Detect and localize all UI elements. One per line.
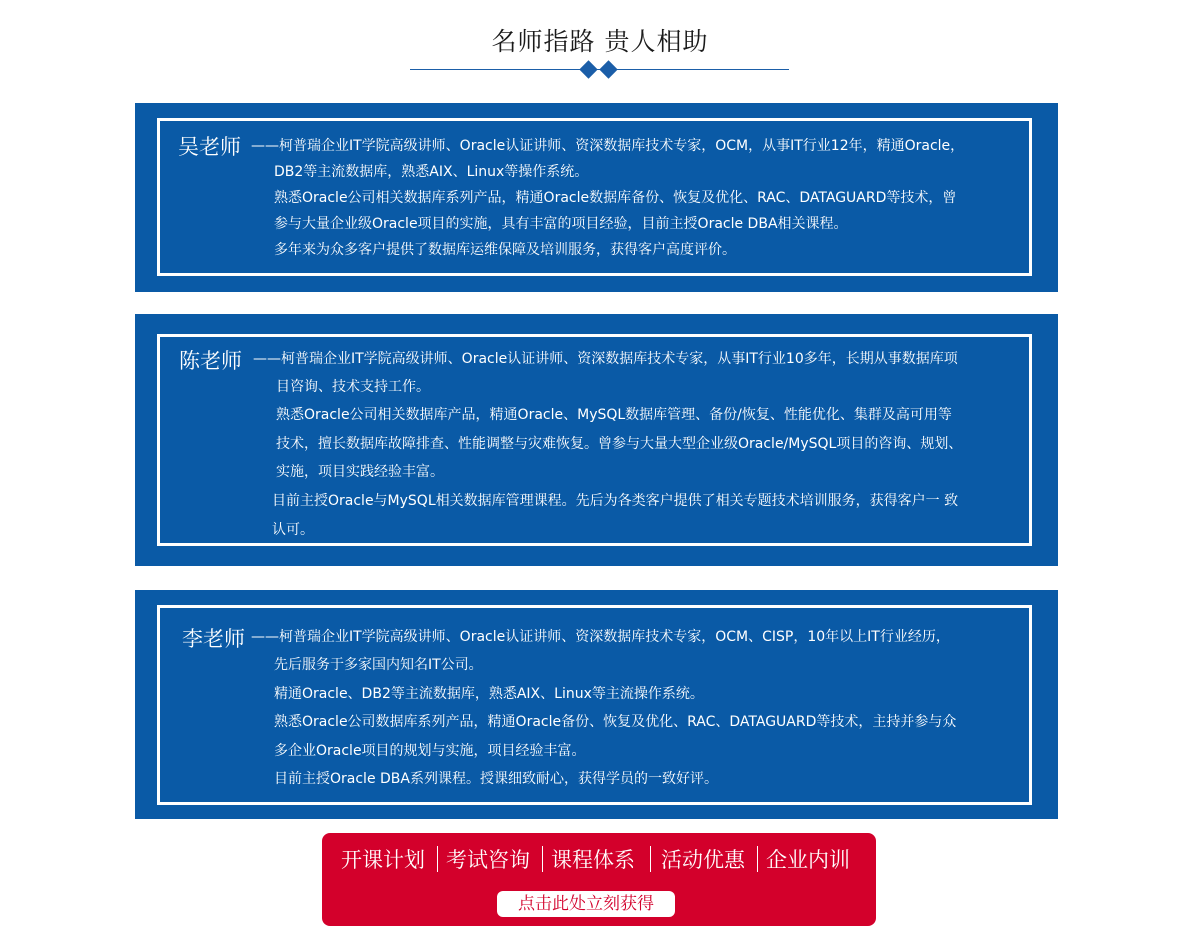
teacher-bio-line: ——柯普瑞企业IT学院高级讲师、Oracle认证讲师、资深数据库技术专家，OCM，从事IT行业12年，精通Oracle， bbox=[251, 138, 965, 154]
teacher-bio-line: 目前主授Oracle与MySQL相关数据库管理课程。先后为各类客户提供了相关专题技术培训服务，获得客户一 致 bbox=[272, 493, 959, 509]
teacher-bio-line: 先后服务于多家国内知名IT公司。 bbox=[274, 657, 483, 673]
cta-link-schedule[interactable]: 开课计划 bbox=[341, 848, 425, 872]
teacher-bio-line: 目前主授Oracle DBA系列课程。授课细致耐心，获得学员的一致好评。 bbox=[274, 771, 718, 787]
teacher-bio-line: ——柯普瑞企业IT学院高级讲师、Oracle认证讲师、资深数据库技术专家，OCM、CISP，10年以上IT行业经历， bbox=[251, 629, 950, 645]
page-title: 名师指路 贵人相助 bbox=[491, 27, 709, 56]
diamond-icon bbox=[579, 60, 597, 78]
teacher-card-li bbox=[135, 590, 1058, 819]
teacher-name: 陈老师 bbox=[179, 349, 242, 373]
teacher-bio-line: 熟悉Oracle公司相关数据库系列产品，精通Oracle数据库备份、恢复及优化、RAC、DATAGUARD等技术，曾 bbox=[274, 190, 957, 206]
cta-divider bbox=[542, 846, 543, 872]
teacher-name: 李老师 bbox=[182, 627, 245, 651]
teacher-card-wu bbox=[135, 103, 1058, 292]
teacher-card-chen bbox=[135, 314, 1058, 566]
teacher-bio-line: 技术，擅长数据库故障排查、性能调整与灾难恢复。曾参与大量大型企业级Oracle/MySQL项目的咨询、规划、 bbox=[276, 436, 963, 452]
teacher-name: 吴老师 bbox=[178, 135, 241, 159]
cta-link-exam[interactable]: 考试咨询 bbox=[446, 848, 530, 872]
cta-divider bbox=[437, 846, 438, 872]
teacher-bio-line: 多年来为众多客户提供了数据库运维保障及培训服务，获得客户高度评价。 bbox=[274, 242, 736, 258]
teacher-bio-line: 目咨询、技术支持工作。 bbox=[276, 379, 430, 395]
teacher-bio-line: 认可。 bbox=[272, 522, 314, 538]
page-header bbox=[0, 0, 1200, 100]
teacher-bio-line: 参与大量企业级Oracle项目的实施，具有丰富的项目经验，目前主授Oracle DBA相关课程。 bbox=[274, 216, 848, 232]
cta-banner bbox=[322, 833, 876, 926]
get-info-button[interactable]: 点击此处立刻获得 bbox=[497, 891, 675, 917]
teacher-bio-line: ——柯普瑞企业IT学院高级讲师、Oracle认证讲师、资深数据库技术专家，从事IT行业10多年，长期从事数据库项 bbox=[253, 351, 958, 367]
teacher-bio-line: DB2等主流数据库，熟悉AIX、Linux等操作系统。 bbox=[274, 164, 589, 180]
teacher-bio-line: 实施，项目实践经验丰富。 bbox=[276, 464, 444, 480]
teacher-bio-line: 多企业Oracle项目的规划与实施，项目经验丰富。 bbox=[274, 743, 586, 759]
diamond-icon bbox=[599, 60, 617, 78]
teacher-bio-line: 熟悉Oracle公司数据库系列产品，精通Oracle备份、恢复及优化、RAC、DATAGUARD等技术，主持并参与众 bbox=[274, 714, 957, 730]
cta-divider bbox=[650, 846, 651, 872]
cta-nav bbox=[322, 844, 876, 872]
cta-link-promotions[interactable]: 活动优惠 bbox=[661, 848, 745, 872]
teacher-bio-line: 熟悉Oracle公司相关数据库产品，精通Oracle、MySQL数据库管理、备份/恢复、性能优化、集群及高可用等 bbox=[276, 407, 952, 423]
teacher-bio-line: 精通Oracle、DB2等主流数据库，熟悉AIX、Linux等主流操作系统。 bbox=[274, 686, 704, 702]
cta-divider bbox=[757, 846, 758, 872]
cta-link-corporate-training[interactable]: 企业内训 bbox=[766, 848, 850, 872]
cta-link-courses[interactable]: 课程体系 bbox=[551, 848, 635, 872]
